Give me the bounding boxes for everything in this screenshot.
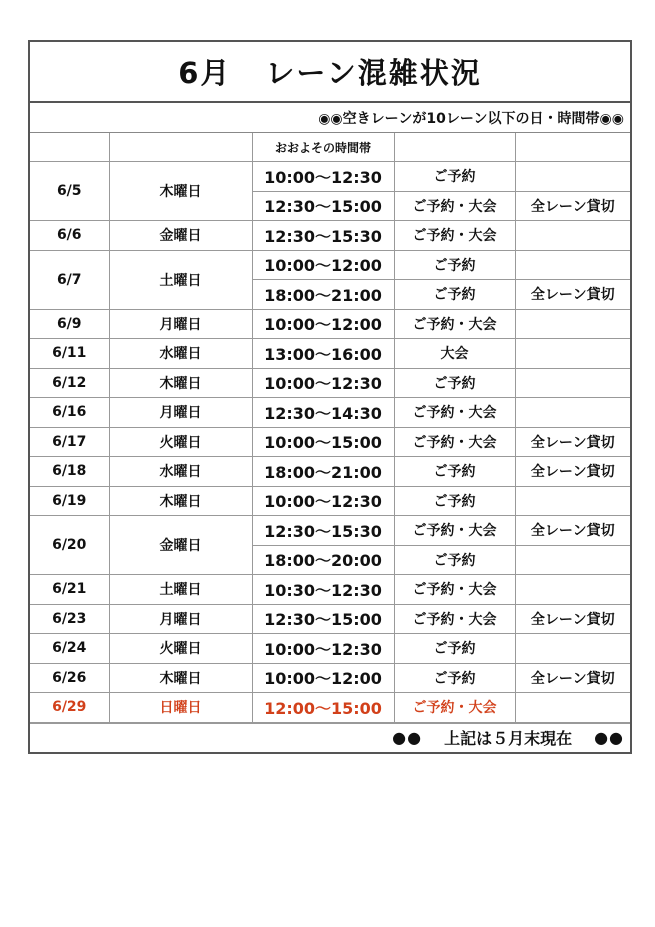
row-time: 10:00〜12:30 bbox=[252, 162, 394, 192]
row-time: 10:00〜15:00 bbox=[252, 427, 394, 457]
row-weekday: 月曜日 bbox=[109, 309, 252, 339]
row-reason: ご予約・大会 bbox=[394, 191, 515, 221]
row-note: 全レーン貸切 bbox=[515, 516, 630, 546]
row-date: 6/11 bbox=[30, 339, 109, 369]
row-note bbox=[515, 162, 630, 192]
table-row bbox=[30, 457, 630, 487]
row-date: 6/24 bbox=[30, 634, 109, 664]
table-row bbox=[30, 516, 630, 546]
table-row bbox=[30, 368, 630, 398]
row-reason: ご予約・大会 bbox=[394, 398, 515, 428]
schedule-sheet bbox=[28, 40, 632, 754]
row-date: 6/26 bbox=[30, 663, 109, 693]
footer-dots-right: ●● bbox=[594, 728, 624, 747]
row-time: 12:30〜15:30 bbox=[252, 516, 394, 546]
table-row bbox=[30, 427, 630, 457]
row-time: 12:30〜15:00 bbox=[252, 604, 394, 634]
header-note bbox=[515, 133, 630, 162]
table-row bbox=[30, 398, 630, 428]
row-time: 18:00〜21:00 bbox=[252, 457, 394, 487]
subtitle: ◉◉空きレーンが10レーン以下の日・時間帯◉◉ bbox=[30, 103, 630, 133]
row-date: 6/19 bbox=[30, 486, 109, 516]
footer-text: 上記は５月末現在 bbox=[444, 729, 573, 748]
table-row bbox=[30, 693, 630, 723]
row-note bbox=[515, 693, 630, 723]
row-time: 10:00〜12:00 bbox=[252, 309, 394, 339]
row-weekday: 木曜日 bbox=[109, 663, 252, 693]
row-note: 全レーン貸切 bbox=[515, 604, 630, 634]
header-time: おおよその時間帯 bbox=[252, 133, 394, 162]
row-date: 6/23 bbox=[30, 604, 109, 634]
row-reason: ご予約 bbox=[394, 368, 515, 398]
row-date: 6/6 bbox=[30, 221, 109, 251]
row-date: 6/21 bbox=[30, 575, 109, 605]
table-row bbox=[30, 309, 630, 339]
row-weekday: 水曜日 bbox=[109, 339, 252, 369]
row-note: 全レーン貸切 bbox=[515, 427, 630, 457]
row-time: 10:00〜12:00 bbox=[252, 250, 394, 280]
row-note: 全レーン貸切 bbox=[515, 191, 630, 221]
row-note bbox=[515, 250, 630, 280]
row-reason: ご予約・大会 bbox=[394, 221, 515, 251]
row-weekday: 日曜日 bbox=[109, 693, 252, 723]
row-weekday: 木曜日 bbox=[109, 162, 252, 221]
row-note bbox=[515, 545, 630, 575]
row-weekday: 土曜日 bbox=[109, 250, 252, 309]
row-note bbox=[515, 398, 630, 428]
row-weekday: 金曜日 bbox=[109, 221, 252, 251]
row-reason: 大会 bbox=[394, 339, 515, 369]
row-weekday: 水曜日 bbox=[109, 457, 252, 487]
row-weekday: 木曜日 bbox=[109, 368, 252, 398]
row-reason: ご予約 bbox=[394, 457, 515, 487]
row-date: 6/18 bbox=[30, 457, 109, 487]
row-time: 12:00〜15:00 bbox=[252, 693, 394, 723]
row-reason: ご予約・大会 bbox=[394, 575, 515, 605]
row-date: 6/16 bbox=[30, 398, 109, 428]
header-date bbox=[30, 133, 109, 162]
row-time: 10:30〜12:30 bbox=[252, 575, 394, 605]
table-row bbox=[30, 634, 630, 664]
row-weekday: 金曜日 bbox=[109, 516, 252, 575]
table-row bbox=[30, 575, 630, 605]
row-time: 18:00〜20:00 bbox=[252, 545, 394, 575]
row-date: 6/29 bbox=[30, 693, 109, 723]
schedule-table bbox=[30, 133, 630, 723]
row-note bbox=[515, 634, 630, 664]
row-date: 6/9 bbox=[30, 309, 109, 339]
row-time: 10:00〜12:00 bbox=[252, 663, 394, 693]
row-reason: ご予約 bbox=[394, 162, 515, 192]
row-time: 12:30〜14:30 bbox=[252, 398, 394, 428]
row-reason: ご予約 bbox=[394, 545, 515, 575]
row-reason: ご予約・大会 bbox=[394, 604, 515, 634]
table-row bbox=[30, 604, 630, 634]
table-row bbox=[30, 663, 630, 693]
row-date: 6/17 bbox=[30, 427, 109, 457]
row-weekday: 火曜日 bbox=[109, 634, 252, 664]
row-weekday: 土曜日 bbox=[109, 575, 252, 605]
footer-dots-left: ●● bbox=[392, 728, 423, 747]
row-reason: ご予約・大会 bbox=[394, 427, 515, 457]
row-note: 全レーン貸切 bbox=[515, 280, 630, 310]
row-reason: ご予約・大会 bbox=[394, 309, 515, 339]
table-row bbox=[30, 339, 630, 369]
row-time: 10:00〜12:30 bbox=[252, 486, 394, 516]
row-reason: ご予約 bbox=[394, 250, 515, 280]
row-weekday: 木曜日 bbox=[109, 486, 252, 516]
row-note bbox=[515, 368, 630, 398]
row-date: 6/20 bbox=[30, 516, 109, 575]
header-row bbox=[30, 133, 630, 162]
row-note bbox=[515, 575, 630, 605]
header-weekday bbox=[109, 133, 252, 162]
row-weekday: 月曜日 bbox=[109, 604, 252, 634]
row-reason: ご予約・大会 bbox=[394, 516, 515, 546]
row-reason: ご予約 bbox=[394, 663, 515, 693]
row-note bbox=[515, 309, 630, 339]
row-time: 13:00〜16:00 bbox=[252, 339, 394, 369]
row-reason: ご予約 bbox=[394, 280, 515, 310]
table-row bbox=[30, 486, 630, 516]
row-time: 10:00〜12:30 bbox=[252, 634, 394, 664]
title-text: レーン混雑状況 bbox=[265, 56, 482, 90]
row-reason: ご予約・大会 bbox=[394, 693, 515, 723]
row-note bbox=[515, 339, 630, 369]
table-row bbox=[30, 250, 630, 280]
title-month: 6月 bbox=[178, 56, 232, 90]
footer-note bbox=[30, 723, 630, 752]
row-time: 18:00〜21:00 bbox=[252, 280, 394, 310]
row-reason: ご予約 bbox=[394, 634, 515, 664]
row-time: 12:30〜15:30 bbox=[252, 221, 394, 251]
row-note: 全レーン貸切 bbox=[515, 663, 630, 693]
row-weekday: 火曜日 bbox=[109, 427, 252, 457]
row-note: 全レーン貸切 bbox=[515, 457, 630, 487]
row-date: 6/12 bbox=[30, 368, 109, 398]
row-date: 6/5 bbox=[30, 162, 109, 221]
table-row bbox=[30, 162, 630, 192]
row-note bbox=[515, 486, 630, 516]
row-weekday: 月曜日 bbox=[109, 398, 252, 428]
row-note bbox=[515, 221, 630, 251]
row-date: 6/7 bbox=[30, 250, 109, 309]
header-reason bbox=[394, 133, 515, 162]
row-time: 12:30〜15:00 bbox=[252, 191, 394, 221]
row-time: 10:00〜12:30 bbox=[252, 368, 394, 398]
row-reason: ご予約 bbox=[394, 486, 515, 516]
page-title bbox=[30, 42, 630, 103]
table-row bbox=[30, 221, 630, 251]
